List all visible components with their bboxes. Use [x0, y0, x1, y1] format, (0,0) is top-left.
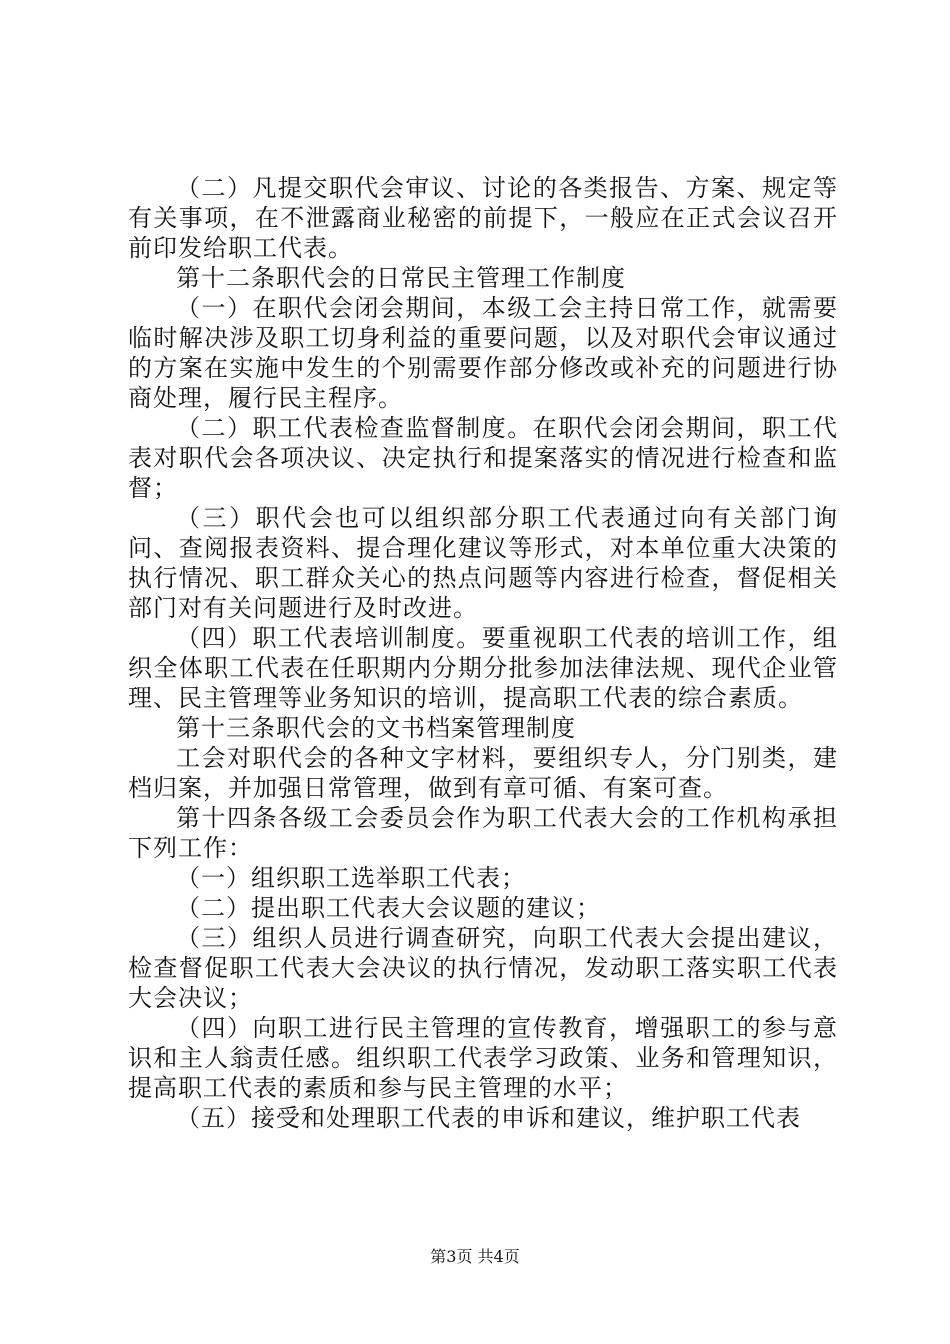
list-item: （四）向职工进行民主管理的宣传教育，增强职工的参与意识和主人翁责任感。组织职工代表学习政策、业务和管理知识，提高职工代表的素质和参与民主管理的水平；	[128, 1014, 838, 1102]
page-footer	[0, 1244, 950, 1267]
paragraph: （二）凡提交职代会审议、讨论的各类报告、方案、规定等有关事项，在不泄露商业秘密的前提下，一般应在正式会议召开前印发给职工代表。	[128, 174, 838, 262]
article-heading: 第十三条职代会的文书档案管理制度	[176, 714, 576, 742]
paragraph: （四）职工代表培训制度。要重视职工代表的培训工作，组织全体职工代表在任职期内分期分批参加法律法规、现代企业管理、民主管理等业务知识的培训，提高职工代表的综合素质。	[128, 624, 838, 712]
paragraph: （二）职工代表检查监督制度。在职代会闭会期间，职工代表对职代会各项决议、决定执行和提案落实的情况进行检查和监督；	[128, 414, 838, 502]
article-heading: 第十四条各级工会委员会作为职工代表大会的工作机构承担下列工作：	[128, 804, 838, 862]
list-item: （二）提出职工代表大会议题的建议；	[176, 894, 601, 922]
page-number: 第3页 共4页	[430, 1247, 520, 1266]
list-item: （三）组织人员进行调查研究，向职工代表大会提出建议，检查督促职工代表大会决议的执行情况，发动职工落实职工代表大会决议；	[128, 924, 838, 1012]
article-heading: 第十二条职代会的日常民主管理工作制度	[176, 264, 626, 292]
paragraph: 工会对职代会的各种文字材料，要组织专人，分门别类，建档归案，并加强日常管理，做到有章可循、有案可查。	[128, 744, 838, 802]
body-text	[128, 173, 838, 1133]
paragraph: （三）职代会也可以组织部分职工代表通过向有关部门询问、查阅报表资料、提合理化建议等形式，对本单位重大决策的执行情况、职工群众关心的热点问题等内容进行检查，督促相关部门对有关问题进行及时改进。	[128, 504, 838, 622]
list-item: （五）接受和处理职工代表的申诉和建议，维护职工代表	[176, 1104, 801, 1132]
paragraph: （一）在职代会闭会期间，本级工会主持日常工作，就需要临时解决涉及职工切身利益的重要问题，以及对职代会审议通过的方案在实施中发生的个别需要作部分修改或补充的问题进行协商处理，履行民主程序。	[128, 294, 838, 412]
list-item: （一）组织职工选举职工代表；	[176, 864, 526, 892]
